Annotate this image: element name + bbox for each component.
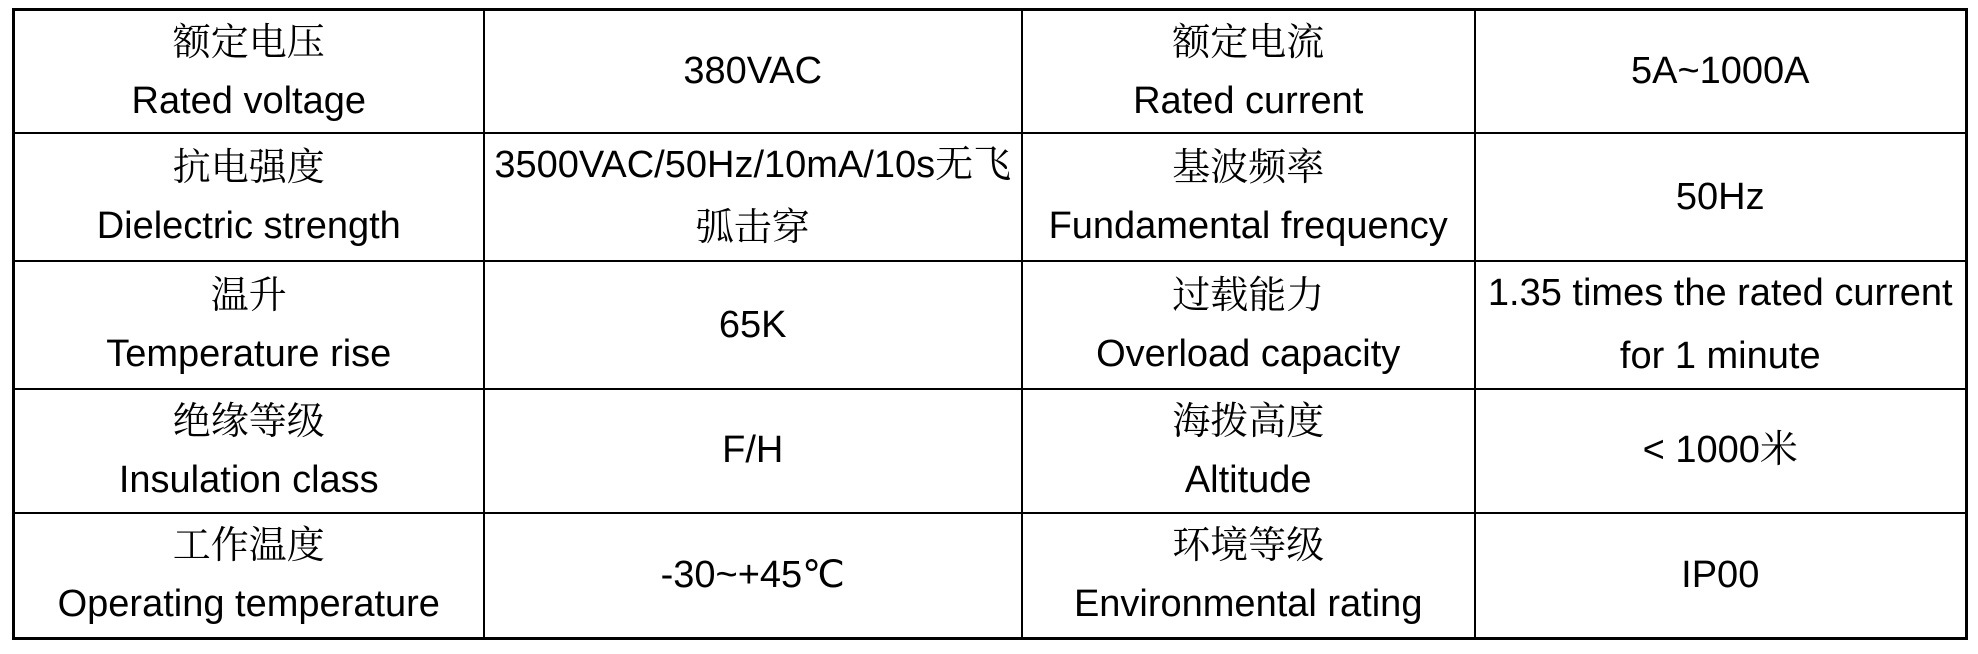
param-en-label: Altitude — [1184, 458, 1312, 501]
param-name-cell-insulation-class — [15, 390, 485, 513]
param-name-cell-altitude — [1023, 390, 1476, 513]
param-en-label: Rated current — [1133, 79, 1364, 122]
param-value-cell-fundamental-frequency — [1476, 134, 1966, 262]
param-value-cell-altitude — [1476, 390, 1966, 513]
param-zh-label: 工作温度 — [172, 525, 325, 568]
param-value-cell-overload-capacity — [1476, 262, 1966, 390]
param-value: 65K — [718, 303, 787, 346]
param-value: 380VAC — [683, 50, 823, 93]
param-value: -30~+45℃ — [660, 553, 845, 596]
param-zh-label: 抗电强度 — [172, 147, 325, 190]
param-en-label: Overload capacity — [1096, 333, 1401, 376]
param-value-cell-rated-current — [1476, 11, 1966, 134]
param-value: IP00 — [1681, 553, 1760, 596]
param-value-cell-temperature-rise — [485, 262, 1023, 390]
param-value: 3500VAC/50Hz/10mA/10s无飞弧击穿 — [494, 144, 1012, 250]
param-en-label: Temperature rise — [106, 333, 392, 376]
param-zh-label: 海拨高度 — [1172, 400, 1325, 443]
param-value: 1.35 times the rated current for 1 minute — [1487, 272, 1953, 378]
param-name-cell-rated-current — [1023, 11, 1476, 134]
param-name-cell-overload-capacity — [1023, 262, 1476, 390]
param-name-cell-rated-voltage — [15, 11, 485, 134]
param-value-cell-operating-temperature — [485, 514, 1023, 637]
param-zh-label: 温升 — [210, 275, 287, 318]
param-en-label: Operating temperature — [57, 583, 440, 626]
param-value: F/H — [722, 429, 784, 472]
param-zh-label: 过载能力 — [1172, 275, 1325, 318]
param-name-cell-temperature-rise — [15, 262, 485, 390]
param-en-label: Insulation class — [118, 458, 379, 501]
param-name-cell-environmental-rating — [1023, 514, 1476, 637]
param-zh-label: 基波频率 — [1172, 147, 1325, 190]
param-name-cell-operating-temperature — [15, 514, 485, 637]
param-en-label: Rated voltage — [131, 79, 367, 122]
param-value-cell-environmental-rating — [1476, 514, 1966, 637]
param-value-cell-insulation-class — [485, 390, 1023, 513]
param-zh-label: 绝缘等级 — [172, 400, 325, 443]
param-value-cell-dielectric-strength — [485, 134, 1023, 262]
param-value-cell-rated-voltage — [485, 11, 1023, 134]
param-en-label: Fundamental frequency — [1048, 205, 1448, 248]
param-zh-label: 额定电流 — [1172, 21, 1325, 64]
spec-table — [12, 8, 1968, 640]
param-value: 50Hz — [1675, 175, 1765, 218]
param-en-label: Environmental rating — [1073, 583, 1423, 626]
param-value: < 1000米 — [1642, 429, 1798, 472]
param-value: 5A~1000A — [1630, 50, 1810, 93]
param-en-label: Dielectric strength — [96, 205, 401, 248]
param-zh-label: 环境等级 — [1172, 525, 1325, 568]
param-zh-label: 额定电压 — [172, 21, 325, 64]
param-name-cell-fundamental-frequency — [1023, 134, 1476, 262]
param-name-cell-dielectric-strength — [15, 134, 485, 262]
